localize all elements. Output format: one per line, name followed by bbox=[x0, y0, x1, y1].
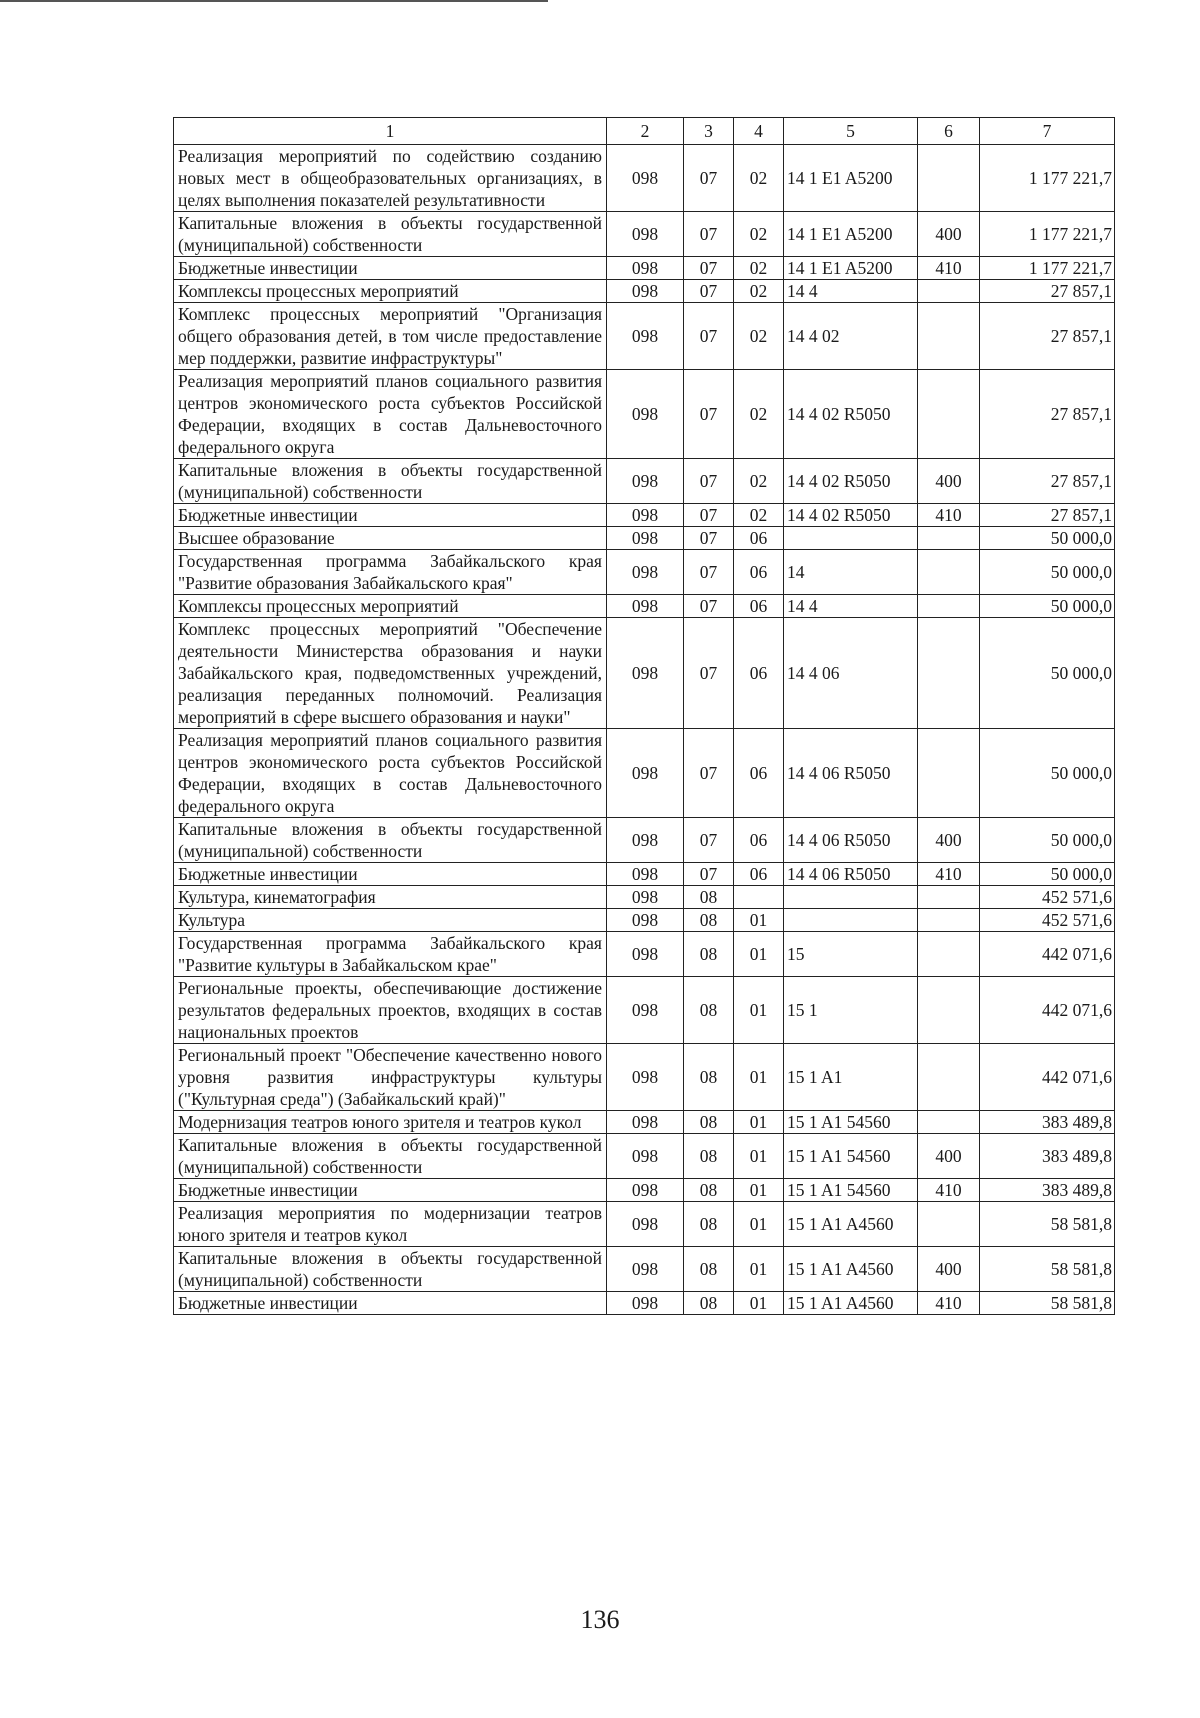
row-gr-cell: 098 bbox=[607, 1044, 684, 1111]
row-gr-cell: 098 bbox=[607, 303, 684, 370]
row-pr-cell: 01 bbox=[734, 1202, 784, 1247]
row-name-cell: Капитальные вложения в объекты государственной (муниципальной) собственности bbox=[174, 818, 607, 863]
row-pr-cell: 01 bbox=[734, 1292, 784, 1315]
row-pr-cell: 02 bbox=[734, 303, 784, 370]
row-csr-cell: 15 1 bbox=[784, 977, 918, 1044]
row-gr-cell: 098 bbox=[607, 977, 684, 1044]
row-sum-cell: 1 177 221,7 bbox=[980, 212, 1115, 257]
row-vr-cell bbox=[918, 618, 980, 729]
table-row bbox=[174, 504, 1115, 527]
row-sum-cell: 50 000,0 bbox=[980, 729, 1115, 818]
row-pr-cell: 06 bbox=[734, 863, 784, 886]
table-row bbox=[174, 550, 1115, 595]
row-gr-cell: 098 bbox=[607, 280, 684, 303]
row-csr-cell: 14 bbox=[784, 550, 918, 595]
row-pr-cell: 01 bbox=[734, 977, 784, 1044]
table-row bbox=[174, 618, 1115, 729]
row-sum-cell: 27 857,1 bbox=[980, 370, 1115, 459]
row-rz-cell: 07 bbox=[684, 303, 734, 370]
row-csr-cell bbox=[784, 909, 918, 932]
row-csr-cell: 15 1 A1 bbox=[784, 1044, 918, 1111]
header-cell-3: 3 bbox=[684, 118, 734, 145]
row-rz-cell: 07 bbox=[684, 370, 734, 459]
row-csr-cell: 14 4 02 R5050 bbox=[784, 370, 918, 459]
row-rz-cell: 07 bbox=[684, 595, 734, 618]
row-rz-cell: 07 bbox=[684, 618, 734, 729]
row-pr-cell: 02 bbox=[734, 504, 784, 527]
row-gr-cell: 098 bbox=[607, 1247, 684, 1292]
row-pr-cell: 06 bbox=[734, 729, 784, 818]
row-vr-cell bbox=[918, 595, 980, 618]
row-csr-cell: 14 4 02 R5050 bbox=[784, 504, 918, 527]
row-name-cell: Региональные проекты, обеспечивающие достижение результатов федеральных проектов, входящих в состав национальных проектов bbox=[174, 977, 607, 1044]
row-vr-cell: 400 bbox=[918, 818, 980, 863]
row-rz-cell: 08 bbox=[684, 909, 734, 932]
header-cell-4: 4 bbox=[734, 118, 784, 145]
row-vr-cell bbox=[918, 909, 980, 932]
table-row bbox=[174, 977, 1115, 1044]
row-sum-cell: 27 857,1 bbox=[980, 303, 1115, 370]
row-gr-cell: 098 bbox=[607, 618, 684, 729]
row-csr-cell: 15 1 A1 54560 bbox=[784, 1111, 918, 1134]
row-gr-cell: 098 bbox=[607, 257, 684, 280]
row-name-cell: Капитальные вложения в объекты государственной (муниципальной) собственности bbox=[174, 459, 607, 504]
table-row bbox=[174, 257, 1115, 280]
row-sum-cell: 50 000,0 bbox=[980, 618, 1115, 729]
table-row bbox=[174, 1044, 1115, 1111]
table-row bbox=[174, 370, 1115, 459]
row-vr-cell: 410 bbox=[918, 257, 980, 280]
table-row bbox=[174, 1134, 1115, 1179]
row-sum-cell: 383 489,8 bbox=[980, 1134, 1115, 1179]
row-sum-cell: 58 581,8 bbox=[980, 1202, 1115, 1247]
row-csr-cell: 14 4 06 bbox=[784, 618, 918, 729]
top-rule bbox=[0, 0, 548, 2]
row-rz-cell: 08 bbox=[684, 977, 734, 1044]
row-rz-cell: 07 bbox=[684, 729, 734, 818]
row-csr-cell: 14 4 02 R5050 bbox=[784, 459, 918, 504]
table-row bbox=[174, 1179, 1115, 1202]
row-name-cell: Высшее образование bbox=[174, 527, 607, 550]
row-name-cell: Государственная программа Забайкальского края "Развитие образования Забайкальского края" bbox=[174, 550, 607, 595]
row-vr-cell: 400 bbox=[918, 212, 980, 257]
row-rz-cell: 08 bbox=[684, 886, 734, 909]
table-row bbox=[174, 1111, 1115, 1134]
table-row bbox=[174, 595, 1115, 618]
row-vr-cell: 400 bbox=[918, 459, 980, 504]
row-csr-cell: 14 1 E1 A5200 bbox=[784, 257, 918, 280]
row-vr-cell bbox=[918, 1044, 980, 1111]
row-csr-cell: 14 4 bbox=[784, 595, 918, 618]
page-number: 136 bbox=[580, 1605, 620, 1634]
row-sum-cell: 452 571,6 bbox=[980, 886, 1115, 909]
row-rz-cell: 07 bbox=[684, 527, 734, 550]
row-vr-cell bbox=[918, 303, 980, 370]
row-sum-cell: 58 581,8 bbox=[980, 1292, 1115, 1315]
table-body bbox=[174, 145, 1115, 1315]
row-vr-cell bbox=[918, 886, 980, 909]
row-csr-cell: 15 1 A1 A4560 bbox=[784, 1247, 918, 1292]
row-gr-cell: 098 bbox=[607, 145, 684, 212]
row-gr-cell: 098 bbox=[607, 886, 684, 909]
row-name-cell: Реализация мероприятия по модернизации театров юного зрителя и театров кукол bbox=[174, 1202, 607, 1247]
row-gr-cell: 098 bbox=[607, 863, 684, 886]
row-sum-cell: 50 000,0 bbox=[980, 527, 1115, 550]
row-gr-cell: 098 bbox=[607, 1202, 684, 1247]
row-vr-cell: 410 bbox=[918, 1179, 980, 1202]
row-csr-cell: 15 bbox=[784, 932, 918, 977]
row-pr-cell: 02 bbox=[734, 212, 784, 257]
row-rz-cell: 07 bbox=[684, 212, 734, 257]
row-csr-cell: 14 4 06 R5050 bbox=[784, 729, 918, 818]
row-csr-cell: 14 1 E1 A5200 bbox=[784, 212, 918, 257]
row-name-cell: Реализация мероприятий по содействию созданию новых мест в общеобразовательных организациях, в целях выполнения показателей результативности bbox=[174, 145, 607, 212]
row-rz-cell: 08 bbox=[684, 1292, 734, 1315]
row-name-cell: Модернизация театров юного зрителя и театров кукол bbox=[174, 1111, 607, 1134]
table-row bbox=[174, 886, 1115, 909]
row-pr-cell: 01 bbox=[734, 1111, 784, 1134]
row-gr-cell: 098 bbox=[607, 1111, 684, 1134]
row-rz-cell: 08 bbox=[684, 1179, 734, 1202]
row-gr-cell: 098 bbox=[607, 459, 684, 504]
row-sum-cell: 1 177 221,7 bbox=[980, 145, 1115, 212]
row-gr-cell: 098 bbox=[607, 595, 684, 618]
row-vr-cell bbox=[918, 370, 980, 459]
table-row bbox=[174, 527, 1115, 550]
row-csr-cell: 15 1 A1 54560 bbox=[784, 1134, 918, 1179]
row-name-cell: Бюджетные инвестиции bbox=[174, 504, 607, 527]
table-row bbox=[174, 1292, 1115, 1315]
row-pr-cell: 01 bbox=[734, 932, 784, 977]
row-csr-cell bbox=[784, 527, 918, 550]
table-row bbox=[174, 909, 1115, 932]
row-gr-cell: 098 bbox=[607, 1292, 684, 1315]
row-rz-cell: 08 bbox=[684, 1044, 734, 1111]
row-sum-cell: 452 571,6 bbox=[980, 909, 1115, 932]
row-name-cell: Культура, кинематография bbox=[174, 886, 607, 909]
header-cell-1: 1 bbox=[174, 118, 607, 145]
row-pr-cell: 01 bbox=[734, 1134, 784, 1179]
row-pr-cell: 01 bbox=[734, 1044, 784, 1111]
row-pr-cell: 06 bbox=[734, 618, 784, 729]
row-name-cell: Государственная программа Забайкальского края "Развитие культуры в Забайкальском крае" bbox=[174, 932, 607, 977]
row-pr-cell: 06 bbox=[734, 550, 784, 595]
row-pr-cell: 06 bbox=[734, 595, 784, 618]
row-rz-cell: 07 bbox=[684, 818, 734, 863]
row-vr-cell bbox=[918, 145, 980, 212]
row-sum-cell: 383 489,8 bbox=[980, 1111, 1115, 1134]
row-rz-cell: 07 bbox=[684, 459, 734, 504]
header-cell-7: 7 bbox=[980, 118, 1115, 145]
table-row bbox=[174, 212, 1115, 257]
row-rz-cell: 07 bbox=[684, 863, 734, 886]
row-gr-cell: 098 bbox=[607, 527, 684, 550]
row-sum-cell: 50 000,0 bbox=[980, 863, 1115, 886]
row-pr-cell: 02 bbox=[734, 145, 784, 212]
row-name-cell: Бюджетные инвестиции bbox=[174, 1179, 607, 1202]
row-name-cell: Комплекс процессных мероприятий "Обеспечение деятельности Министерства образования и науки Забайкальского края, подведомственных учреждений, реализация переданных полномочий. Реализация мероприятий в сфере высшего образования и науки" bbox=[174, 618, 607, 729]
row-rz-cell: 08 bbox=[684, 1111, 734, 1134]
row-name-cell: Комплексы процессных мероприятий bbox=[174, 595, 607, 618]
row-pr-cell: 02 bbox=[734, 280, 784, 303]
row-sum-cell: 442 071,6 bbox=[980, 1044, 1115, 1111]
row-sum-cell: 383 489,8 bbox=[980, 1179, 1115, 1202]
table-row bbox=[174, 932, 1115, 977]
row-rz-cell: 07 bbox=[684, 504, 734, 527]
table-row bbox=[174, 818, 1115, 863]
row-sum-cell: 50 000,0 bbox=[980, 550, 1115, 595]
row-pr-cell bbox=[734, 886, 784, 909]
row-sum-cell: 50 000,0 bbox=[980, 818, 1115, 863]
row-name-cell: Реализация мероприятий планов социального развития центров экономического роста субъектов Российской Федерации, входящих в состав Дальневосточного федерального округа bbox=[174, 370, 607, 459]
table-row bbox=[174, 280, 1115, 303]
row-gr-cell: 098 bbox=[607, 818, 684, 863]
row-csr-cell: 14 4 bbox=[784, 280, 918, 303]
row-name-cell: Капитальные вложения в объекты государственной (муниципальной) собственности bbox=[174, 212, 607, 257]
row-name-cell: Бюджетные инвестиции bbox=[174, 1292, 607, 1315]
row-csr-cell: 14 1 E1 A5200 bbox=[784, 145, 918, 212]
row-rz-cell: 07 bbox=[684, 145, 734, 212]
table-row bbox=[174, 145, 1115, 212]
row-rz-cell: 08 bbox=[684, 1202, 734, 1247]
row-gr-cell: 098 bbox=[607, 550, 684, 595]
row-csr-cell: 15 1 A1 54560 bbox=[784, 1179, 918, 1202]
row-csr-cell: 14 4 06 R5050 bbox=[784, 863, 918, 886]
row-vr-cell bbox=[918, 932, 980, 977]
row-gr-cell: 098 bbox=[607, 1179, 684, 1202]
row-vr-cell bbox=[918, 550, 980, 595]
row-vr-cell bbox=[918, 977, 980, 1044]
row-sum-cell: 58 581,8 bbox=[980, 1247, 1115, 1292]
row-name-cell: Региональный проект "Обеспечение качественно нового уровня развития инфраструктуры культуры ("Культурная среда") (Забайкальский край)" bbox=[174, 1044, 607, 1111]
row-name-cell: Реализация мероприятий планов социального развития центров экономического роста субъектов Российской Федерации, входящих в состав Дальневосточного федерального округа bbox=[174, 729, 607, 818]
row-name-cell: Бюджетные инвестиции bbox=[174, 257, 607, 280]
row-rz-cell: 08 bbox=[684, 1247, 734, 1292]
row-rz-cell: 07 bbox=[684, 550, 734, 595]
row-name-cell: Комплекс процессных мероприятий "Организация общего образования детей, в том числе предоставление мер поддержки, развитие инфраструктуры" bbox=[174, 303, 607, 370]
row-rz-cell: 08 bbox=[684, 932, 734, 977]
row-sum-cell: 27 857,1 bbox=[980, 459, 1115, 504]
row-vr-cell bbox=[918, 280, 980, 303]
row-gr-cell: 098 bbox=[607, 729, 684, 818]
row-sum-cell: 27 857,1 bbox=[980, 504, 1115, 527]
row-name-cell: Капитальные вложения в объекты государственной (муниципальной) собственности bbox=[174, 1134, 607, 1179]
row-vr-cell: 410 bbox=[918, 863, 980, 886]
table-row bbox=[174, 303, 1115, 370]
row-sum-cell: 442 071,6 bbox=[980, 932, 1115, 977]
row-vr-cell bbox=[918, 729, 980, 818]
row-pr-cell: 01 bbox=[734, 1179, 784, 1202]
row-csr-cell: 14 4 06 R5050 bbox=[784, 818, 918, 863]
row-sum-cell: 442 071,6 bbox=[980, 977, 1115, 1044]
row-sum-cell: 50 000,0 bbox=[980, 595, 1115, 618]
row-gr-cell: 098 bbox=[607, 504, 684, 527]
row-vr-cell: 400 bbox=[918, 1134, 980, 1179]
row-gr-cell: 098 bbox=[607, 909, 684, 932]
row-pr-cell: 06 bbox=[734, 527, 784, 550]
row-vr-cell bbox=[918, 527, 980, 550]
row-vr-cell: 410 bbox=[918, 504, 980, 527]
table-row bbox=[174, 729, 1115, 818]
row-sum-cell: 1 177 221,7 bbox=[980, 257, 1115, 280]
header-cell-5: 5 bbox=[784, 118, 918, 145]
row-name-cell: Капитальные вложения в объекты государственной (муниципальной) собственности bbox=[174, 1247, 607, 1292]
row-csr-cell: 15 1 A1 A4560 bbox=[784, 1292, 918, 1315]
row-pr-cell: 01 bbox=[734, 1247, 784, 1292]
header-cell-6: 6 bbox=[918, 118, 980, 145]
row-rz-cell: 07 bbox=[684, 280, 734, 303]
table-row bbox=[174, 459, 1115, 504]
row-gr-cell: 098 bbox=[607, 1134, 684, 1179]
row-rz-cell: 08 bbox=[684, 1134, 734, 1179]
row-vr-cell bbox=[918, 1111, 980, 1134]
row-pr-cell: 01 bbox=[734, 909, 784, 932]
row-csr-cell: 15 1 A1 A4560 bbox=[784, 1202, 918, 1247]
row-gr-cell: 098 bbox=[607, 932, 684, 977]
header-cell-2: 2 bbox=[607, 118, 684, 145]
row-name-cell: Бюджетные инвестиции bbox=[174, 863, 607, 886]
row-sum-cell: 27 857,1 bbox=[980, 280, 1115, 303]
header-row bbox=[174, 118, 1115, 145]
row-pr-cell: 02 bbox=[734, 257, 784, 280]
table-row bbox=[174, 863, 1115, 886]
row-csr-cell bbox=[784, 886, 918, 909]
row-pr-cell: 06 bbox=[734, 818, 784, 863]
row-vr-cell bbox=[918, 1202, 980, 1247]
row-vr-cell: 410 bbox=[918, 1292, 980, 1315]
row-csr-cell: 14 4 02 bbox=[784, 303, 918, 370]
row-rz-cell: 07 bbox=[684, 257, 734, 280]
row-name-cell: Культура bbox=[174, 909, 607, 932]
row-name-cell: Комплексы процессных мероприятий bbox=[174, 280, 607, 303]
row-vr-cell: 400 bbox=[918, 1247, 980, 1292]
budget-table bbox=[173, 117, 1115, 1315]
row-gr-cell: 098 bbox=[607, 370, 684, 459]
row-gr-cell: 098 bbox=[607, 212, 684, 257]
row-pr-cell: 02 bbox=[734, 459, 784, 504]
table-row bbox=[174, 1202, 1115, 1247]
table-row bbox=[174, 1247, 1115, 1292]
row-pr-cell: 02 bbox=[734, 370, 784, 459]
